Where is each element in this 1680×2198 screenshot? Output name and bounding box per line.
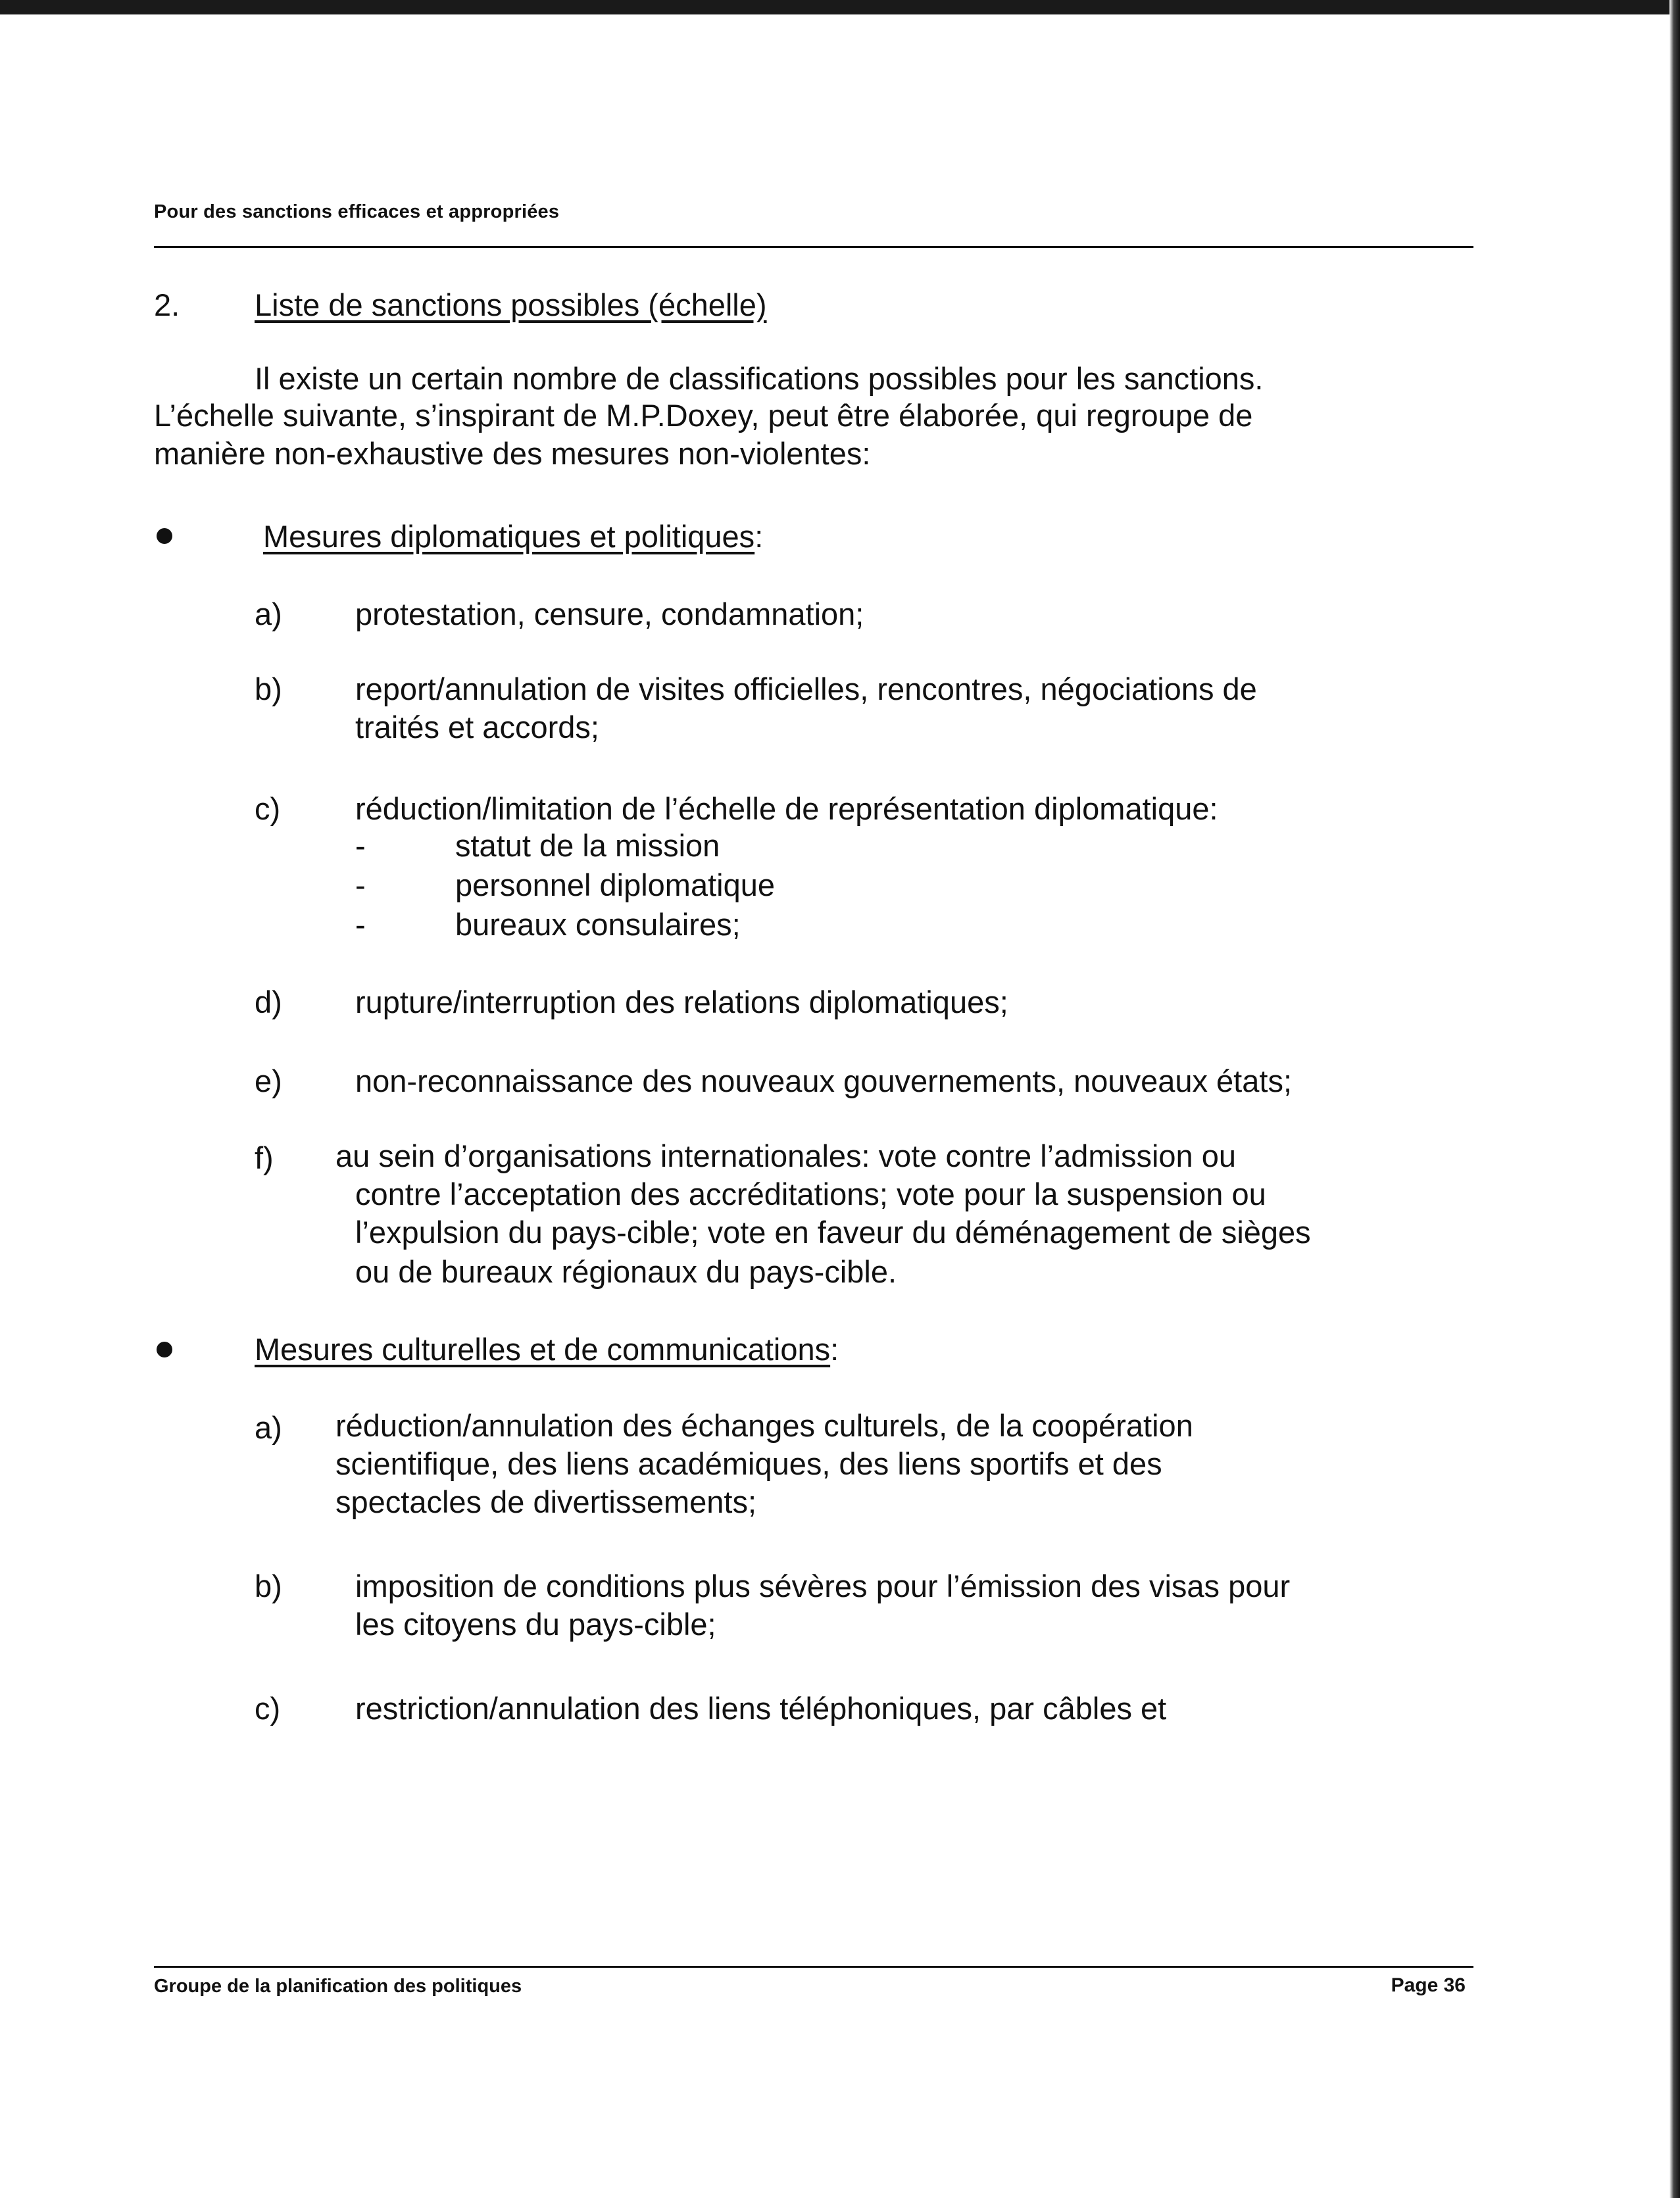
g1-item-c-sub-1: statut de la mission [455,828,720,863]
g2-item-a-line-3: spectacles de divertissements; [335,1484,757,1519]
page-number: Page 36 [1391,1974,1466,1996]
g1-item-c-line-1: réduction/limitation de l’échelle de représentation diplomatique: [355,791,1218,826]
running-header: Pour des sanctions efficaces et appropriées [154,201,560,222]
group-2-title: Mesures culturelles et de communications [255,1332,831,1367]
g1-item-d-label: d) [255,985,282,1019]
g1-item-b-line-2: traités et accords; [355,710,599,745]
group-1-heading [263,517,763,556]
section-number: 2. [154,287,180,322]
bullet-group-1 [157,528,172,544]
g2-item-a-line-1: réduction/annulation des échanges culturels, de la coopération [335,1408,1193,1443]
g1-item-c-sub-2: personnel diplomatique [455,867,775,902]
intro-line-2: L’échelle suivante, s’inspirant de M.P.Doxey, peut être élaborée, qui regroupe de [154,398,1253,433]
header-rule [154,246,1473,248]
g2-item-b-label: b) [255,1569,282,1603]
g1-item-f-line-4: ou de bureaux régionaux du pays-cible. [355,1254,897,1289]
g1-item-e-line-1: non-reconnaissance des nouveaux gouvernements, nouveaux états; [355,1063,1292,1098]
group-1-colon: : [754,519,764,554]
g1-item-d-line-1: rupture/interruption des relations diplomatiques; [355,985,1008,1019]
g1-item-c-dash-1: - [355,828,366,863]
intro-line-1: Il existe un certain nombre de classifications possibles pour les sanctions. [255,361,1264,396]
g1-item-f-line-1: au sein d’organisations internationales: vote contre l’admission ou [335,1138,1237,1173]
group-2-colon: : [830,1332,839,1367]
g1-item-a-line-1: protestation, censure, condamnation; [355,597,864,631]
g2-item-a-line-2: scientifique, des liens académiques, des liens sportifs et des [335,1446,1162,1481]
group-1-title: Mesures diplomatiques et politiques [263,519,755,554]
g2-item-b-line-1: imposition de conditions plus sévères pour l’émission des visas pour [355,1569,1291,1603]
g2-item-c-line-1: restriction/annulation des liens téléphoniques, par câbles et [355,1691,1167,1726]
g1-item-c-label: c) [255,791,281,826]
g2-item-b-line-2: les citoyens du pays-cible; [355,1607,716,1642]
footer-rule [154,1966,1473,1968]
g1-item-c-dash-3: - [355,907,366,942]
g2-item-c-label: c) [255,1691,281,1726]
g1-item-b-line-1: report/annulation de visites officielles, rencontres, négociations de [355,672,1257,706]
intro-line-3: manière non-exhaustive des mesures non-violentes: [154,436,871,471]
g1-item-c-sub-3: bureaux consulaires; [455,907,741,942]
footer-organization: Groupe de la planification des politiques [154,1976,522,1997]
g2-item-a-label: a) [255,1410,282,1445]
g1-item-f-line-3: l’expulsion du pays-cible; vote en faveur du déménagement de sièges [355,1215,1311,1250]
bullet-group-2 [157,1342,172,1357]
section-title: Liste de sanctions possibles (échelle) [255,287,767,322]
g1-item-c-dash-2: - [355,867,366,902]
g1-item-e-label: e) [255,1063,282,1098]
g1-item-f-line-2: contre l’acceptation des accréditations; vote pour la suspension ou [355,1177,1266,1211]
g1-item-b-label: b) [255,672,282,706]
g1-item-a-label: a) [255,597,282,631]
g1-item-f-label: f) [255,1140,274,1175]
group-2-heading [255,1330,839,1369]
